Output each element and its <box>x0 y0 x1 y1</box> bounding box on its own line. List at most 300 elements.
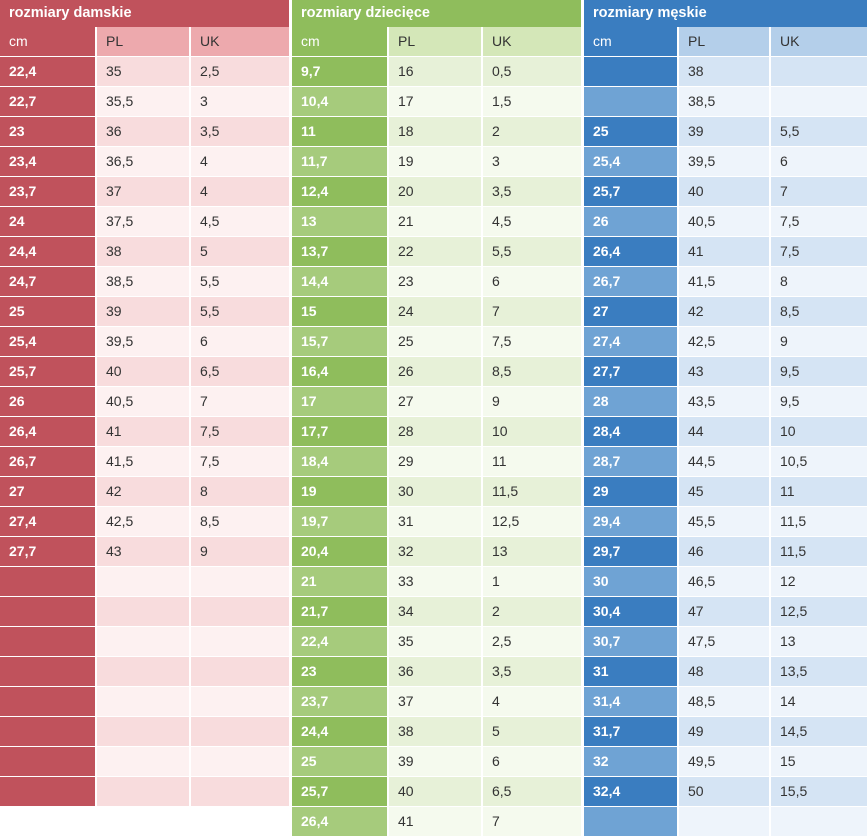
cell-cm: 27 <box>0 477 95 506</box>
cell-pl: 35 <box>97 57 189 86</box>
cell-pl: 41,5 <box>679 267 769 296</box>
table-row <box>0 747 289 776</box>
cell-uk: 8,5 <box>191 507 289 536</box>
table-row <box>0 327 289 356</box>
cell-pl: 42,5 <box>679 327 769 356</box>
table-row <box>0 147 289 176</box>
cell-cm: 25,7 <box>584 177 677 206</box>
cell-pl: 48 <box>679 657 769 686</box>
table-row <box>292 747 581 776</box>
cell-uk: 5 <box>191 237 289 266</box>
cell-cm: 23,7 <box>292 687 387 716</box>
cell-pl <box>97 687 189 716</box>
cell-cm: 25 <box>0 297 95 326</box>
cell-cm: 22,4 <box>0 57 95 86</box>
cell-cm: 26,4 <box>0 417 95 446</box>
cell-cm: 25,4 <box>0 327 95 356</box>
cell-uk <box>771 807 867 836</box>
table-row <box>584 807 867 836</box>
cell-cm: 17 <box>292 387 387 416</box>
column-header-cm: cm <box>292 27 387 56</box>
cell-uk: 6 <box>483 267 581 296</box>
cell-cm: 24,7 <box>0 267 95 296</box>
table-row <box>584 567 867 596</box>
cell-uk <box>191 597 289 626</box>
cell-cm: 26,4 <box>292 807 387 836</box>
cell-cm <box>0 627 95 656</box>
cell-cm: 9,7 <box>292 57 387 86</box>
cell-uk: 12,5 <box>771 597 867 626</box>
cell-uk: 10 <box>483 417 581 446</box>
cell-pl: 49 <box>679 717 769 746</box>
table-row <box>584 267 867 296</box>
cell-pl: 42,5 <box>97 507 189 536</box>
cell-cm: 28 <box>584 387 677 416</box>
table-row <box>0 117 289 146</box>
cell-cm: 22,7 <box>0 87 95 116</box>
column-header-pl: PL <box>679 27 769 56</box>
cell-uk: 4,5 <box>483 207 581 236</box>
cell-uk: 6 <box>483 747 581 776</box>
cell-cm <box>0 777 95 806</box>
table-men <box>584 0 867 837</box>
cell-uk: 10,5 <box>771 447 867 476</box>
cell-pl <box>97 657 189 686</box>
cell-pl: 46,5 <box>679 567 769 596</box>
table-row <box>0 507 289 536</box>
cell-uk: 5,5 <box>191 267 289 296</box>
cell-uk: 2 <box>483 117 581 146</box>
table-row <box>292 147 581 176</box>
table-row <box>292 657 581 686</box>
cell-pl: 21 <box>389 207 481 236</box>
cell-uk: 6 <box>191 327 289 356</box>
table-row <box>584 297 867 326</box>
cell-pl: 27 <box>389 387 481 416</box>
cell-pl: 40 <box>679 177 769 206</box>
cell-uk: 2 <box>483 597 581 626</box>
table-row <box>0 357 289 386</box>
cell-pl: 47 <box>679 597 769 626</box>
cell-pl: 25 <box>389 327 481 356</box>
cell-pl: 40,5 <box>679 207 769 236</box>
table-row <box>292 117 581 146</box>
cell-uk: 14,5 <box>771 717 867 746</box>
cell-cm: 10,4 <box>292 87 387 116</box>
cell-uk: 5,5 <box>483 237 581 266</box>
table-row <box>0 87 289 116</box>
cell-pl <box>97 627 189 656</box>
column-header-uk: UK <box>191 27 289 56</box>
cell-uk: 4,5 <box>191 207 289 236</box>
cell-cm: 32,4 <box>584 777 677 806</box>
cell-cm: 29,4 <box>584 507 677 536</box>
cell-uk: 6,5 <box>191 357 289 386</box>
cell-cm: 25,4 <box>584 147 677 176</box>
cell-uk: 11,5 <box>771 537 867 566</box>
cell-pl: 43,5 <box>679 387 769 416</box>
cell-cm <box>0 597 95 626</box>
cell-cm: 24 <box>0 207 95 236</box>
table-row <box>584 777 867 806</box>
cell-uk: 15 <box>771 747 867 776</box>
cell-pl: 45 <box>679 477 769 506</box>
cell-cm: 30 <box>584 567 677 596</box>
cell-pl: 49,5 <box>679 747 769 776</box>
cell-cm: 27,4 <box>584 327 677 356</box>
cell-uk <box>771 57 867 86</box>
cell-uk <box>191 747 289 776</box>
cell-pl: 47,5 <box>679 627 769 656</box>
cell-cm: 21 <box>292 567 387 596</box>
table-body-kids <box>292 57 581 837</box>
cell-uk: 5,5 <box>771 117 867 146</box>
table-women <box>0 0 289 807</box>
cell-uk: 13 <box>771 627 867 656</box>
table-row <box>584 417 867 446</box>
cell-pl: 36 <box>97 117 189 146</box>
table-row <box>584 717 867 746</box>
table-row <box>0 627 289 656</box>
cell-pl: 41 <box>389 807 481 836</box>
cell-pl: 40 <box>389 777 481 806</box>
cell-pl: 19 <box>389 147 481 176</box>
cell-pl: 41,5 <box>97 447 189 476</box>
column-header-uk: UK <box>483 27 581 56</box>
cell-cm: 27 <box>584 297 677 326</box>
cell-cm: 27,4 <box>0 507 95 536</box>
table-row <box>584 657 867 686</box>
table-row <box>584 147 867 176</box>
cell-pl <box>97 597 189 626</box>
cell-uk: 8,5 <box>771 297 867 326</box>
table-row <box>292 447 581 476</box>
cell-uk <box>191 777 289 806</box>
cell-cm: 26,4 <box>584 237 677 266</box>
cell-uk <box>191 717 289 746</box>
cell-pl: 35 <box>389 627 481 656</box>
cell-cm: 29 <box>584 477 677 506</box>
table-row <box>584 177 867 206</box>
table-row <box>0 57 289 86</box>
cell-cm: 13 <box>292 207 387 236</box>
table-title-men: rozmiary męskie <box>584 0 867 27</box>
cell-cm <box>0 657 95 686</box>
cell-cm: 26,7 <box>0 447 95 476</box>
table-row <box>292 177 581 206</box>
cell-uk: 1,5 <box>483 87 581 116</box>
cell-uk: 12 <box>771 567 867 596</box>
cell-cm: 32 <box>584 747 677 776</box>
cell-uk: 7,5 <box>771 237 867 266</box>
table-row <box>292 297 581 326</box>
cell-uk: 9,5 <box>771 387 867 416</box>
table-row <box>292 597 581 626</box>
cell-pl: 32 <box>389 537 481 566</box>
cell-cm <box>0 567 95 596</box>
cell-uk: 9 <box>191 537 289 566</box>
table-row <box>584 597 867 626</box>
cell-pl: 38 <box>679 57 769 86</box>
cell-uk: 2,5 <box>483 627 581 656</box>
cell-pl: 17 <box>389 87 481 116</box>
cell-uk: 13 <box>483 537 581 566</box>
table-row <box>0 717 289 746</box>
table-row <box>584 537 867 566</box>
cell-pl: 34 <box>389 597 481 626</box>
cell-pl: 35,5 <box>97 87 189 116</box>
cell-cm: 25 <box>584 117 677 146</box>
table-row <box>292 507 581 536</box>
cell-cm: 23,7 <box>0 177 95 206</box>
table-row <box>0 657 289 686</box>
column-header-cm: cm <box>0 27 95 56</box>
cell-cm: 19 <box>292 477 387 506</box>
table-row <box>292 687 581 716</box>
cell-cm: 29,7 <box>584 537 677 566</box>
cell-uk: 9 <box>771 327 867 356</box>
table-title-kids: rozmiary dziecięce <box>292 0 581 27</box>
cell-pl: 16 <box>389 57 481 86</box>
cell-pl: 41 <box>679 237 769 266</box>
cell-cm: 13,7 <box>292 237 387 266</box>
cell-uk: 10 <box>771 417 867 446</box>
cell-cm: 27,7 <box>584 357 677 386</box>
table-row <box>0 597 289 626</box>
table-row <box>292 87 581 116</box>
table-row <box>584 687 867 716</box>
cell-cm <box>584 807 677 836</box>
table-row <box>292 417 581 446</box>
table-row <box>584 747 867 776</box>
table-row <box>584 387 867 416</box>
table-row <box>292 357 581 386</box>
cell-cm <box>0 717 95 746</box>
table-header-row-kids <box>292 27 581 56</box>
table-row <box>584 507 867 536</box>
table-row <box>0 387 289 416</box>
cell-uk: 1 <box>483 567 581 596</box>
cell-uk: 11,5 <box>771 507 867 536</box>
cell-pl: 42 <box>97 477 189 506</box>
cell-uk: 14 <box>771 687 867 716</box>
table-title-women: rozmiary damskie <box>0 0 289 27</box>
table-row <box>584 477 867 506</box>
cell-uk: 2,5 <box>191 57 289 86</box>
table-row <box>292 807 581 836</box>
cell-pl: 44,5 <box>679 447 769 476</box>
column-header-pl: PL <box>389 27 481 56</box>
cell-cm: 30,7 <box>584 627 677 656</box>
table-row <box>584 447 867 476</box>
table-row <box>0 447 289 476</box>
cell-pl: 26 <box>389 357 481 386</box>
table-row <box>292 207 581 236</box>
cell-uk: 7 <box>771 177 867 206</box>
cell-uk: 8,5 <box>483 357 581 386</box>
cell-cm: 11 <box>292 117 387 146</box>
cell-cm: 23 <box>292 657 387 686</box>
cell-uk: 3,5 <box>483 657 581 686</box>
cell-pl: 39 <box>679 117 769 146</box>
cell-uk: 3 <box>483 147 581 176</box>
table-row <box>584 117 867 146</box>
cell-pl: 38,5 <box>679 87 769 116</box>
cell-cm: 21,7 <box>292 597 387 626</box>
cell-cm: 31 <box>584 657 677 686</box>
cell-pl <box>97 567 189 596</box>
cell-uk: 0,5 <box>483 57 581 86</box>
cell-uk: 7,5 <box>191 417 289 446</box>
table-row <box>292 717 581 746</box>
cell-uk: 8 <box>771 267 867 296</box>
table-row <box>292 567 581 596</box>
cell-cm: 14,4 <box>292 267 387 296</box>
column-header-pl: PL <box>97 27 189 56</box>
cell-uk: 9,5 <box>771 357 867 386</box>
table-row <box>292 57 581 86</box>
cell-pl: 37,5 <box>97 207 189 236</box>
cell-pl: 45,5 <box>679 507 769 536</box>
cell-cm <box>584 57 677 86</box>
cell-pl: 40,5 <box>97 387 189 416</box>
table-row <box>0 537 289 566</box>
table-row <box>292 477 581 506</box>
cell-pl: 36 <box>389 657 481 686</box>
cell-cm: 25,7 <box>292 777 387 806</box>
cell-cm: 20,4 <box>292 537 387 566</box>
cell-cm: 26 <box>584 207 677 236</box>
cell-uk: 3 <box>191 87 289 116</box>
cell-pl: 43 <box>97 537 189 566</box>
cell-pl: 24 <box>389 297 481 326</box>
cell-cm <box>0 747 95 776</box>
cell-pl: 33 <box>389 567 481 596</box>
cell-uk: 4 <box>191 177 289 206</box>
table-row <box>292 327 581 356</box>
cell-pl: 30 <box>389 477 481 506</box>
cell-uk: 4 <box>483 687 581 716</box>
cell-uk: 6 <box>771 147 867 176</box>
table-row <box>292 777 581 806</box>
cell-cm: 25,7 <box>0 357 95 386</box>
table-header-row-men <box>584 27 867 56</box>
cell-cm: 28,7 <box>584 447 677 476</box>
table-row <box>292 627 581 656</box>
table-row <box>584 627 867 656</box>
cell-cm <box>584 87 677 116</box>
table-row <box>584 207 867 236</box>
cell-uk <box>191 627 289 656</box>
table-row <box>0 297 289 326</box>
cell-pl: 29 <box>389 447 481 476</box>
cell-uk: 11 <box>771 477 867 506</box>
cell-uk: 11,5 <box>483 477 581 506</box>
cell-pl: 37 <box>389 687 481 716</box>
cell-cm <box>0 687 95 716</box>
cell-pl: 44 <box>679 417 769 446</box>
table-header-row-women <box>0 27 289 56</box>
cell-pl <box>97 777 189 806</box>
cell-pl: 46 <box>679 537 769 566</box>
table-row <box>292 387 581 416</box>
cell-uk: 7,5 <box>771 207 867 236</box>
cell-cm: 24,4 <box>0 237 95 266</box>
cell-uk: 3,5 <box>191 117 289 146</box>
table-body-men <box>584 57 867 837</box>
table-row <box>0 777 289 806</box>
cell-cm: 11,7 <box>292 147 387 176</box>
cell-uk: 7 <box>483 297 581 326</box>
cell-pl: 18 <box>389 117 481 146</box>
cell-pl: 37 <box>97 177 189 206</box>
cell-cm: 28,4 <box>584 417 677 446</box>
cell-cm: 16,4 <box>292 357 387 386</box>
cell-uk: 7,5 <box>191 447 289 476</box>
cell-cm: 27,7 <box>0 537 95 566</box>
cell-pl: 28 <box>389 417 481 446</box>
cell-uk: 8 <box>191 477 289 506</box>
cell-pl: 22 <box>389 237 481 266</box>
cell-cm: 17,7 <box>292 417 387 446</box>
table-row <box>0 687 289 716</box>
table-row <box>292 537 581 566</box>
table-row <box>0 567 289 596</box>
cell-uk: 11 <box>483 447 581 476</box>
cell-cm: 23 <box>0 117 95 146</box>
cell-pl: 39,5 <box>679 147 769 176</box>
cell-pl <box>97 747 189 776</box>
cell-cm: 26,7 <box>584 267 677 296</box>
table-row <box>0 477 289 506</box>
cell-uk: 7,5 <box>483 327 581 356</box>
cell-uk: 5,5 <box>191 297 289 326</box>
table-row <box>292 237 581 266</box>
cell-pl: 38,5 <box>97 267 189 296</box>
table-row <box>584 357 867 386</box>
cell-pl: 39 <box>389 747 481 776</box>
cell-pl: 41 <box>97 417 189 446</box>
table-row <box>0 177 289 206</box>
cell-cm: 15,7 <box>292 327 387 356</box>
cell-pl: 42 <box>679 297 769 326</box>
table-row <box>584 87 867 116</box>
column-header-uk: UK <box>771 27 867 56</box>
cell-uk: 7 <box>483 807 581 836</box>
table-row <box>0 417 289 446</box>
cell-uk <box>771 87 867 116</box>
cell-uk: 9 <box>483 387 581 416</box>
cell-cm: 23,4 <box>0 147 95 176</box>
cell-uk: 7 <box>191 387 289 416</box>
cell-uk <box>191 567 289 596</box>
cell-pl: 48,5 <box>679 687 769 716</box>
cell-cm: 31,7 <box>584 717 677 746</box>
cell-uk <box>191 657 289 686</box>
cell-uk: 5 <box>483 717 581 746</box>
table-row <box>0 237 289 266</box>
cell-cm: 30,4 <box>584 597 677 626</box>
table-row <box>0 207 289 236</box>
cell-uk <box>191 687 289 716</box>
cell-pl: 40 <box>97 357 189 386</box>
cell-pl: 38 <box>97 237 189 266</box>
table-kids <box>292 0 581 837</box>
cell-cm: 25 <box>292 747 387 776</box>
cell-cm: 12,4 <box>292 177 387 206</box>
cell-uk: 13,5 <box>771 657 867 686</box>
cell-pl: 39,5 <box>97 327 189 356</box>
